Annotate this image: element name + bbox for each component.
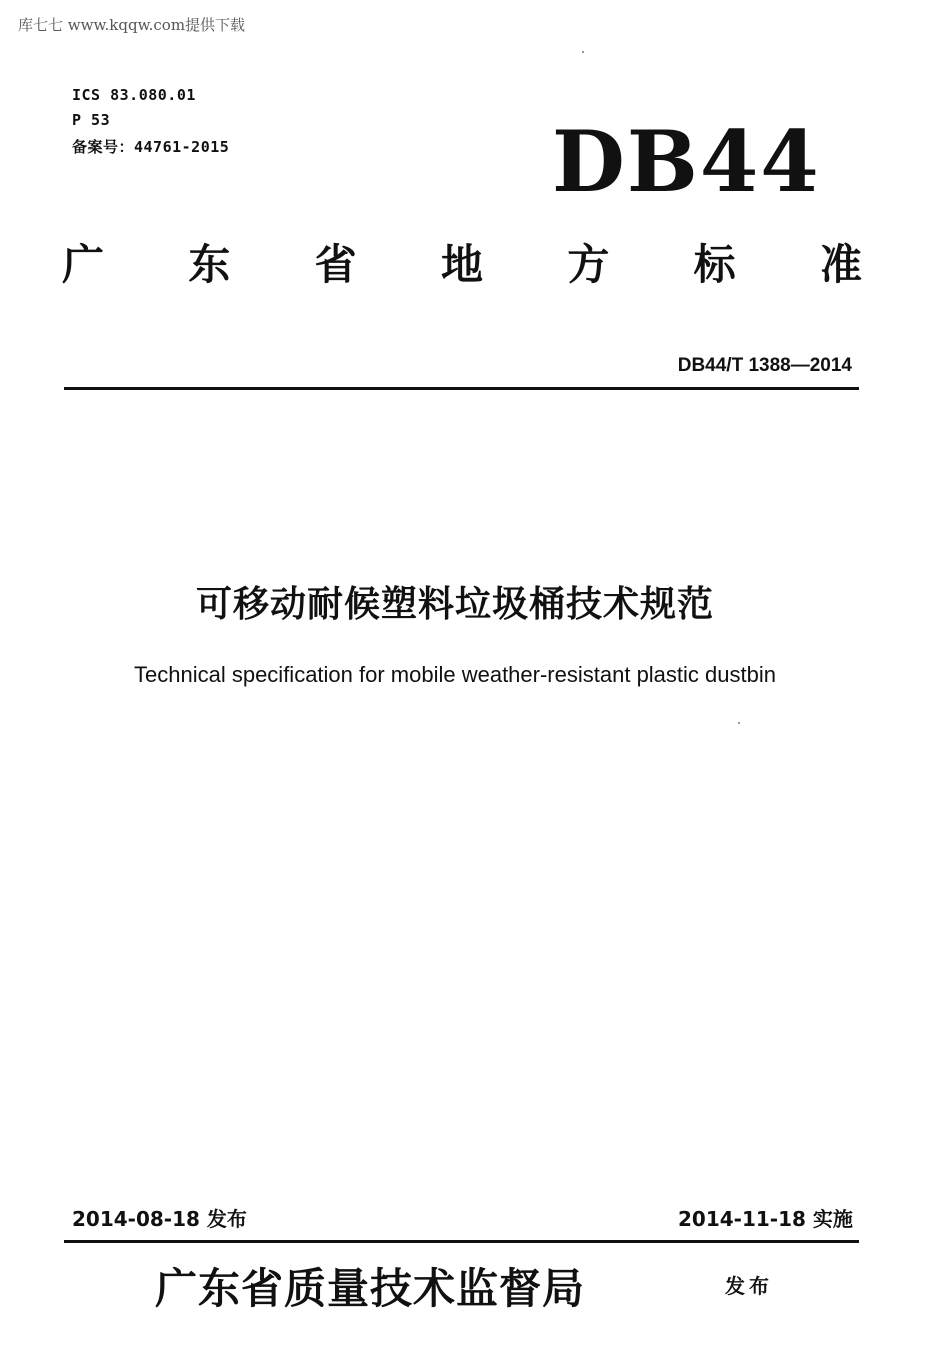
scan-speck	[738, 722, 740, 724]
record-number: 备案号：44761-2015	[72, 138, 230, 156]
footer-divider	[64, 1240, 859, 1243]
standard-type-char: 标	[693, 240, 736, 289]
standard-type-char: 准	[819, 240, 862, 289]
standard-type-char: 地	[440, 240, 483, 289]
db44-logo: DB44	[552, 112, 821, 211]
issuing-authority: 广东省质量技术监督局	[155, 1264, 586, 1313]
standard-type-char: 东	[188, 240, 231, 289]
standard-type-char: 省	[314, 240, 357, 289]
standard-number: DB44/T 1388—2014	[677, 355, 852, 376]
header-divider	[64, 387, 859, 390]
document-title-en: Technical specification for mobile weather-resistant plastic dustbin	[134, 662, 776, 687]
document-title-zh: 可移动耐候塑料垃圾桶技术规范	[195, 584, 714, 625]
issue-label: 发布	[725, 1274, 773, 1298]
standard-type-char: 方	[567, 240, 610, 289]
standard-type-heading	[62, 232, 862, 292]
effective-date: 2014-11-18 实施	[678, 1207, 853, 1231]
scan-speck	[582, 51, 584, 53]
watermark-text: 库七七 www.kqqw.com提供下载	[18, 16, 246, 34]
issue-date: 2014-08-18 发布	[72, 1207, 247, 1231]
ics-code: ICS 83.080.01	[72, 86, 196, 104]
standard-type-char: 广	[62, 240, 105, 289]
ccs-code: P 53	[72, 111, 111, 129]
